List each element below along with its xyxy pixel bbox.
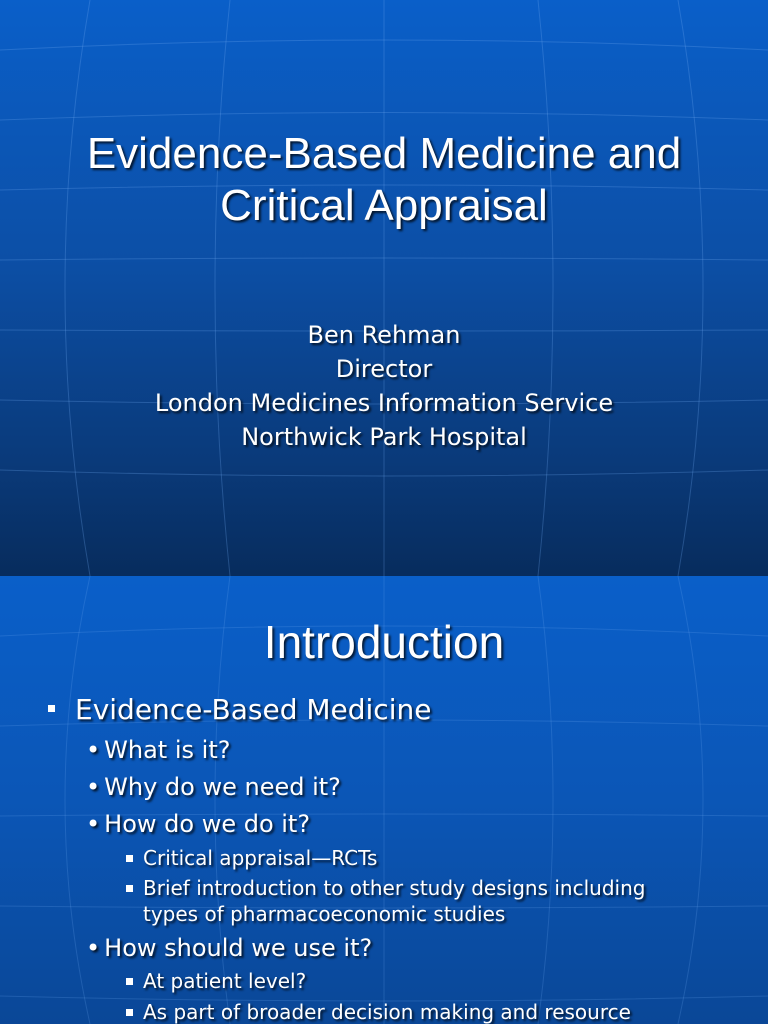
slide-title: Introduction: [263, 616, 505, 668]
round-bullet-icon: •: [86, 736, 101, 764]
bullet-level-2: [86, 809, 310, 839]
bullet-text: Critical appraisal—RCTs: [143, 846, 378, 870]
bullet-text: How do we do it?: [104, 810, 311, 838]
bullet-level-2: [86, 933, 372, 963]
bullet-level-3: [126, 845, 726, 871]
bullet-level-3: [126, 968, 726, 994]
bullet-text: What is it?: [104, 736, 231, 764]
round-bullet-icon: •: [86, 810, 101, 838]
introduction-slide: [0, 576, 768, 1024]
bullet-level-3: [126, 999, 726, 1024]
round-bullet-icon: •: [86, 934, 101, 962]
square-bullet-icon: [126, 978, 133, 985]
round-bullet-icon: •: [86, 773, 101, 801]
presenter-info: [0, 318, 768, 454]
bullet-text: Why do we need it?: [104, 773, 341, 801]
presenter-organisation: London Medicines Information Service: [154, 389, 614, 417]
presenter-name: Ben Rehman: [307, 321, 461, 349]
bullet-text: As part of broader decision making and resource: [143, 1000, 631, 1024]
bullet-level-2: [86, 772, 341, 802]
bullet-text: How should we use it?: [104, 934, 373, 962]
title-line-1: Evidence-Based Medicine and: [86, 129, 682, 178]
square-bullet-icon: [126, 885, 133, 892]
square-bullet-icon: [126, 855, 133, 862]
bullet-level-1: [48, 692, 431, 728]
square-bullet-icon: [126, 1009, 133, 1016]
bullet-text: At patient level?: [143, 969, 307, 993]
title-line-2: Critical Appraisal: [220, 181, 548, 230]
slide-title: [0, 128, 768, 232]
presenter-hospital: Northwick Park Hospital: [241, 423, 527, 451]
presenter-role: Director: [335, 355, 433, 383]
bullet-level-3: [126, 875, 686, 927]
bullet-level-2: [86, 735, 230, 765]
square-bullet-icon: [48, 705, 55, 712]
bullet-text: Evidence-Based Medicine: [75, 693, 432, 726]
bullet-text: Brief introduction to other study designs including types of pharmacoeconomic studies: [143, 876, 646, 926]
